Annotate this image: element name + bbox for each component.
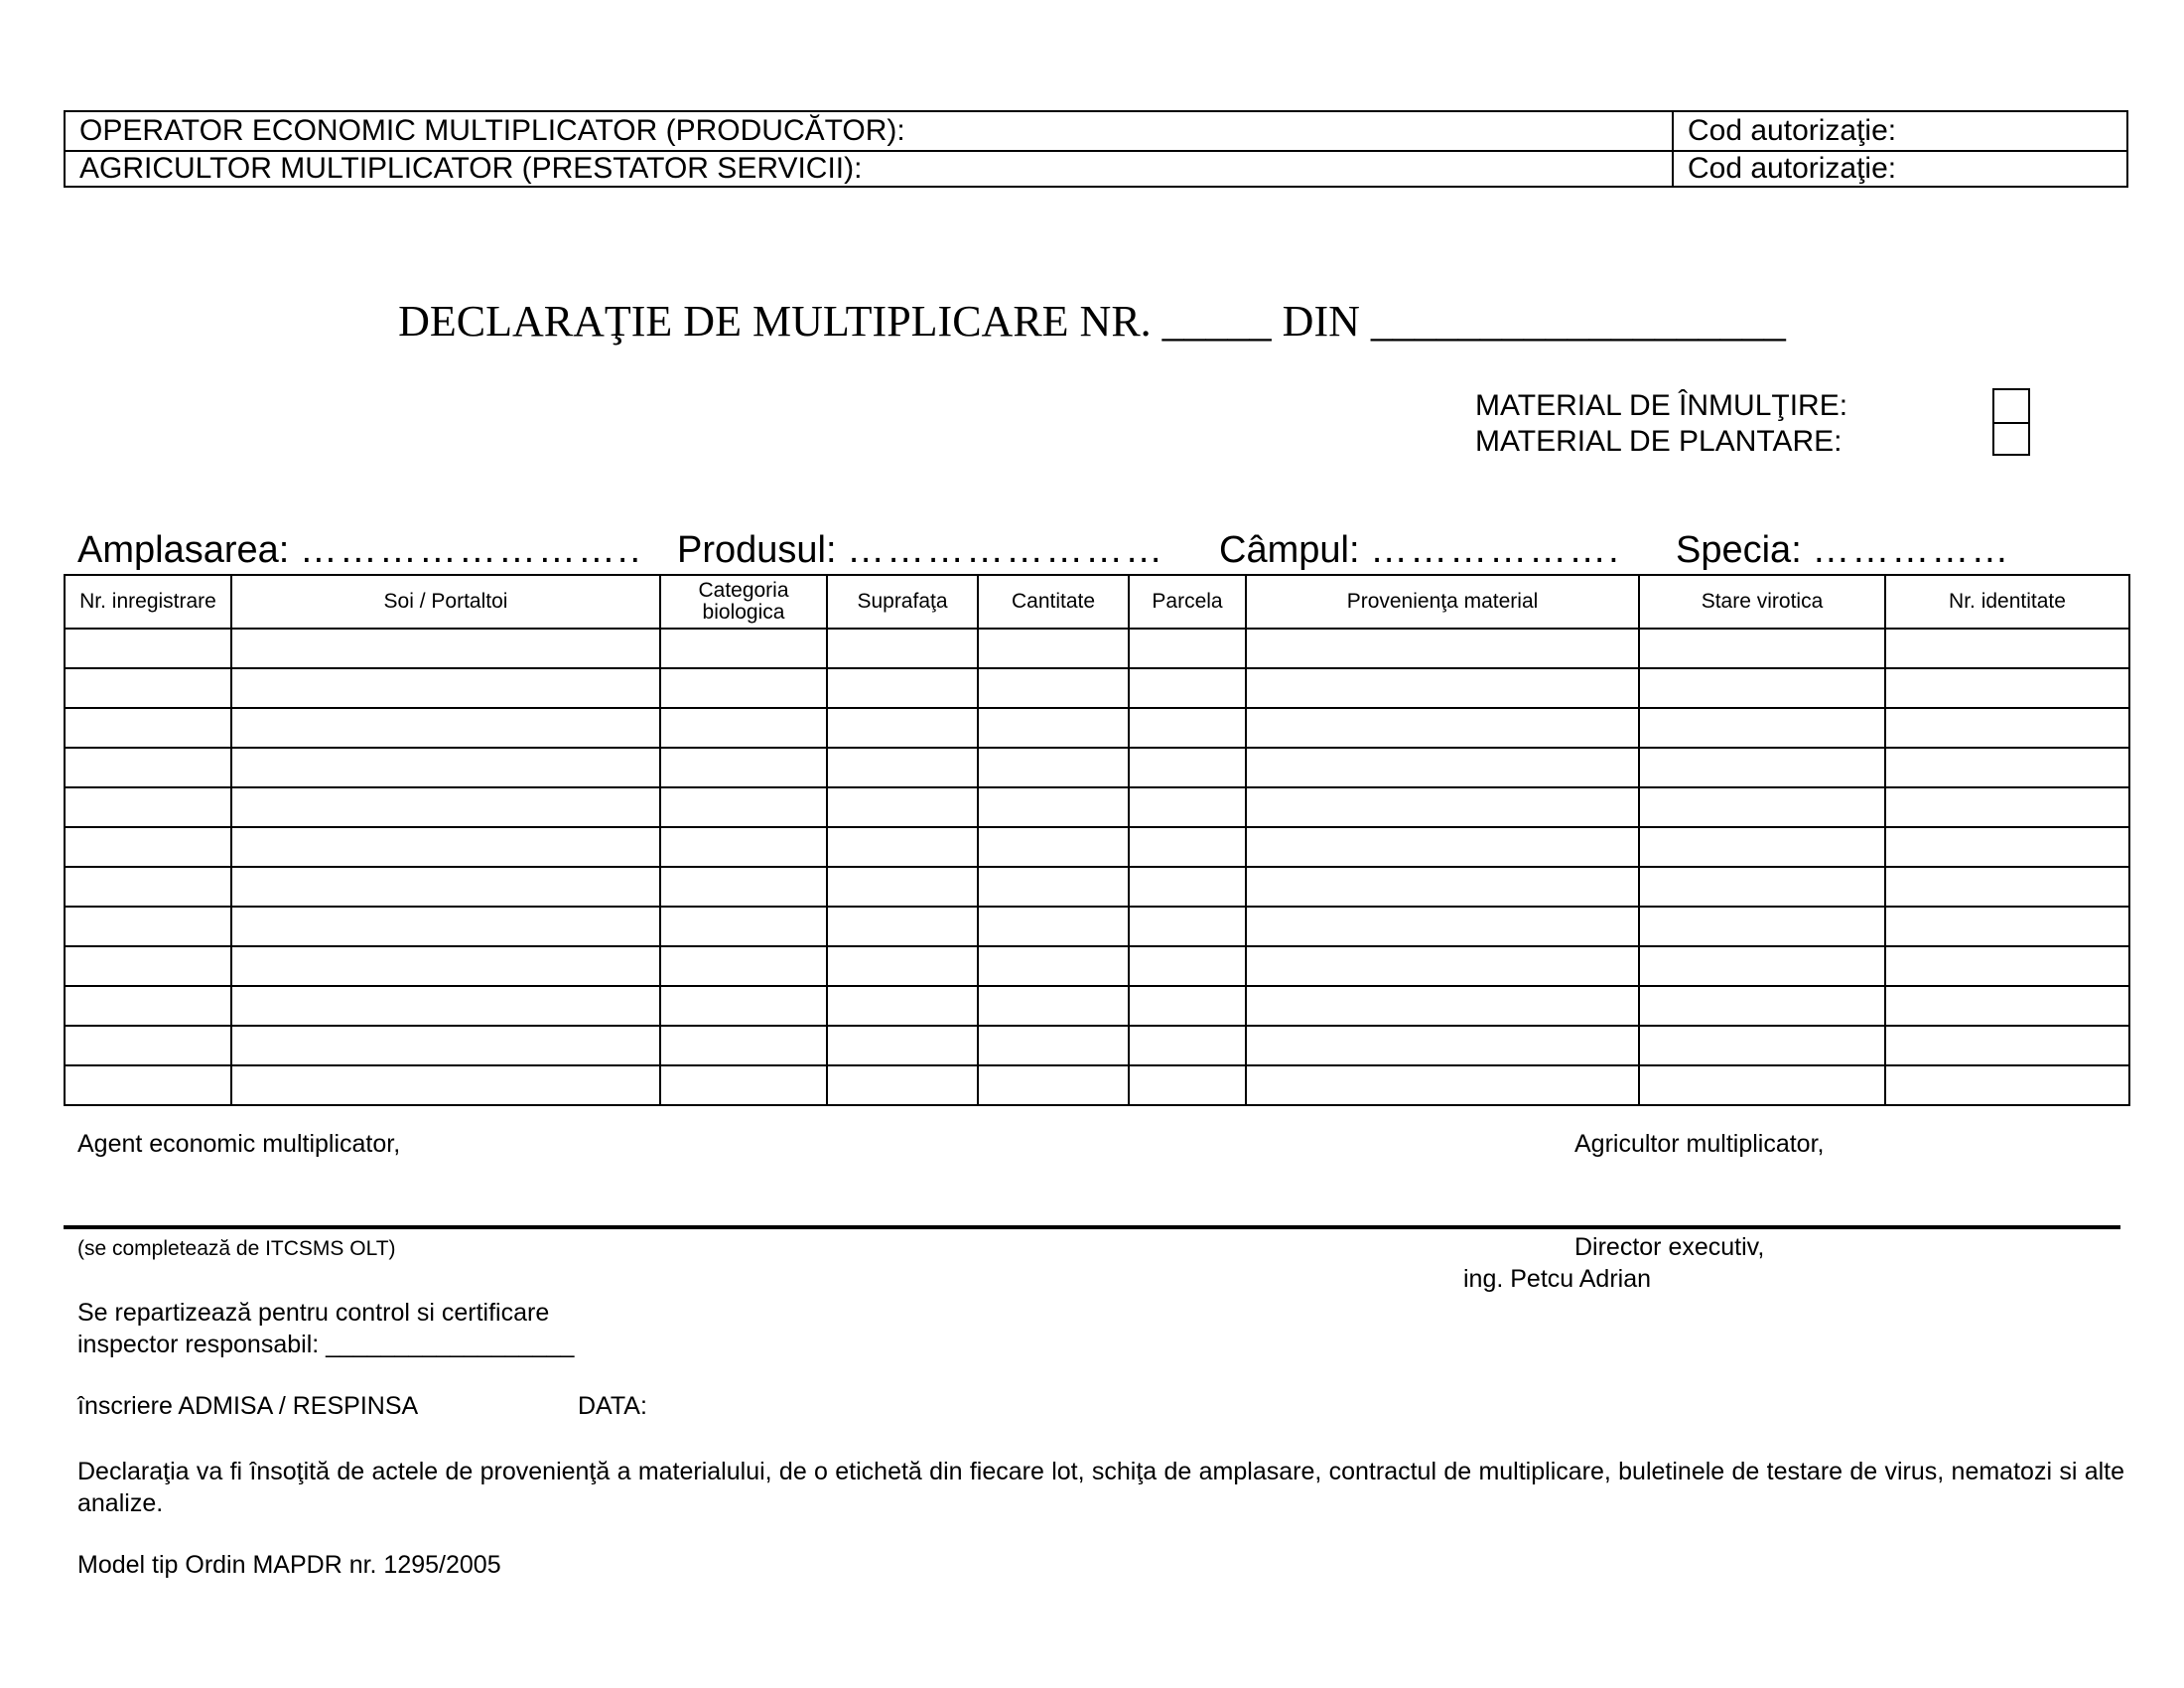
field-specia[interactable] <box>1676 528 2010 572</box>
campul-label: Câmpul: <box>1219 529 1360 571</box>
table-cell[interactable] <box>1885 708 2129 748</box>
header-table <box>64 110 2128 188</box>
material-plantare-label: MATERIAL DE PLANTARE: <box>1475 425 1843 458</box>
table-cell[interactable] <box>1885 986 2129 1026</box>
data-field[interactable]: DATA: <box>578 1392 647 1420</box>
separator-line <box>64 1225 2120 1229</box>
table-cell[interactable] <box>1246 708 1639 748</box>
table-cell[interactable] <box>1639 907 1885 946</box>
table-cell[interactable] <box>65 907 231 946</box>
table-cell[interactable] <box>660 907 827 946</box>
field-produsul[interactable] <box>677 528 1164 572</box>
table-cell[interactable] <box>231 907 660 946</box>
table-cell[interactable] <box>978 629 1129 668</box>
table-cell[interactable] <box>1885 867 2129 907</box>
table-cell[interactable] <box>1639 668 1885 708</box>
table-cell[interactable] <box>827 1026 978 1065</box>
director-executiv-label: Director executiv, <box>1574 1233 1765 1261</box>
table-cell[interactable] <box>1129 748 1246 787</box>
table-cell[interactable] <box>1246 1026 1639 1065</box>
table-cell[interactable] <box>1246 1065 1639 1105</box>
table-header-row <box>65 575 2129 629</box>
table-cell[interactable] <box>978 787 1129 827</box>
header-row-operator <box>66 112 2126 152</box>
table-row <box>65 708 2129 748</box>
table-cell[interactable] <box>65 708 231 748</box>
table-cell[interactable] <box>65 827 231 867</box>
col-nr-inregistrare: Nr. inregistrare <box>65 575 231 629</box>
amplasarea-dots: …………………….. <box>299 529 643 571</box>
table-cell[interactable] <box>1129 986 1246 1026</box>
campul-dots: ………………. <box>1370 529 1621 571</box>
col-parcela: Parcela <box>1129 575 1246 629</box>
table-cell[interactable] <box>978 867 1129 907</box>
table-cell[interactable] <box>827 986 978 1026</box>
table-cell[interactable] <box>1639 1026 1885 1065</box>
table-cell[interactable] <box>827 668 978 708</box>
table-cell[interactable] <box>660 668 827 708</box>
completeaza-note: (se completează de ITCSMS OLT) <box>77 1237 396 1260</box>
table-cell[interactable] <box>1885 629 2129 668</box>
material-inmultire-label: MATERIAL DE ÎNMULŢIRE: <box>1475 389 1848 422</box>
table-cell[interactable] <box>978 907 1129 946</box>
table-cell[interactable] <box>1885 1065 2129 1105</box>
table-cell[interactable] <box>827 787 978 827</box>
table-row <box>65 629 2129 668</box>
table-cell[interactable] <box>1246 787 1639 827</box>
table-cell[interactable] <box>1129 629 1246 668</box>
table-cell[interactable] <box>978 668 1129 708</box>
operator-cod-autorizatie[interactable]: Cod autorizaţie: <box>1688 114 1897 147</box>
amplasarea-label: Amplasarea: <box>77 529 290 571</box>
table-cell[interactable] <box>1246 748 1639 787</box>
table-cell[interactable] <box>827 1065 978 1105</box>
multiplicare-table <box>64 574 2130 1106</box>
table-cell[interactable] <box>231 787 660 827</box>
col-categoria-biologica: Categoria biologica <box>660 575 827 629</box>
table-cell[interactable] <box>231 748 660 787</box>
table-cell[interactable] <box>660 708 827 748</box>
table-cell[interactable] <box>1639 946 1885 986</box>
table-cell[interactable] <box>231 668 660 708</box>
table-row <box>65 986 2129 1026</box>
table-cell[interactable] <box>231 1065 660 1105</box>
table-cell[interactable] <box>231 867 660 907</box>
table-cell[interactable] <box>660 748 827 787</box>
table-cell[interactable] <box>1129 867 1246 907</box>
table-cell[interactable] <box>65 867 231 907</box>
table-cell[interactable] <box>231 1026 660 1065</box>
table-row <box>65 907 2129 946</box>
table-cell[interactable] <box>231 708 660 748</box>
table-cell[interactable] <box>1246 629 1639 668</box>
table-cell[interactable] <box>1885 946 2129 986</box>
table-cell[interactable] <box>978 708 1129 748</box>
table-cell[interactable] <box>978 986 1129 1026</box>
table-cell[interactable] <box>1639 748 1885 787</box>
table-cell[interactable] <box>65 787 231 827</box>
repartizeaza-text: Se repartizează pentru control si certificare <box>77 1299 550 1327</box>
table-cell[interactable] <box>1885 907 2129 946</box>
table-cell[interactable] <box>660 787 827 827</box>
table-cell[interactable] <box>1639 708 1885 748</box>
table-cell[interactable] <box>1639 867 1885 907</box>
table-cell[interactable] <box>978 1065 1129 1105</box>
col-suprafata: Suprafaţa <box>827 575 978 629</box>
table-row <box>65 1026 2129 1065</box>
table-cell[interactable] <box>1639 787 1885 827</box>
table-cell[interactable] <box>1639 629 1885 668</box>
table-cell[interactable] <box>827 748 978 787</box>
table-row <box>65 827 2129 867</box>
table-cell[interactable] <box>827 946 978 986</box>
table-cell[interactable] <box>1129 827 1246 867</box>
table-cell[interactable] <box>1246 827 1639 867</box>
table-cell[interactable] <box>978 827 1129 867</box>
table-cell[interactable] <box>660 827 827 867</box>
table-cell[interactable] <box>1246 946 1639 986</box>
table-cell[interactable] <box>231 946 660 986</box>
agent-economic-label: Agent economic multiplicator, <box>77 1130 401 1158</box>
table-cell[interactable] <box>827 907 978 946</box>
table-cell[interactable] <box>1885 748 2129 787</box>
table-cell[interactable] <box>65 1065 231 1105</box>
table-row <box>65 946 2129 986</box>
table-cell[interactable] <box>231 629 660 668</box>
table-cell[interactable] <box>978 1026 1129 1065</box>
table-row <box>65 1065 2129 1105</box>
table-cell[interactable] <box>660 986 827 1026</box>
table-cell[interactable] <box>1639 827 1885 867</box>
table-cell[interactable] <box>65 668 231 708</box>
operator-label: OPERATOR ECONOMIC MULTIPLICATOR (PRODUCĂTOR): <box>66 112 1674 150</box>
table-cell[interactable] <box>65 748 231 787</box>
table-cell[interactable] <box>660 1065 827 1105</box>
agricultor-cod-autorizatie[interactable]: Cod autorizaţie: <box>1688 152 1897 185</box>
table-cell[interactable] <box>1246 867 1639 907</box>
table-cell[interactable] <box>827 708 978 748</box>
table-cell[interactable] <box>1885 668 2129 708</box>
table-cell[interactable] <box>660 946 827 986</box>
table-cell[interactable] <box>65 629 231 668</box>
table-cell[interactable] <box>65 946 231 986</box>
table-cell[interactable] <box>1246 986 1639 1026</box>
table-cell[interactable] <box>1885 787 2129 827</box>
table-cell[interactable] <box>1129 1026 1246 1065</box>
table-row <box>65 668 2129 708</box>
table-cell[interactable] <box>1129 708 1246 748</box>
director-name: ing. Petcu Adrian <box>1463 1265 1652 1293</box>
table-cell[interactable] <box>660 1026 827 1065</box>
table-cell[interactable] <box>660 629 827 668</box>
table-cell[interactable] <box>231 986 660 1026</box>
field-campul[interactable] <box>1219 528 1621 572</box>
agricultor-multiplicator-label: Agricultor multiplicator, <box>1574 1130 1825 1158</box>
checkbox-divider <box>1994 422 2028 424</box>
table-cell[interactable] <box>827 629 978 668</box>
table-cell[interactable] <box>1885 1026 2129 1065</box>
table-cell[interactable] <box>231 827 660 867</box>
table-cell[interactable] <box>65 986 231 1026</box>
table-cell[interactable] <box>65 1026 231 1065</box>
table-cell[interactable] <box>1246 907 1639 946</box>
table-cell[interactable] <box>827 867 978 907</box>
table-cell[interactable] <box>1129 787 1246 827</box>
table-cell[interactable] <box>1129 668 1246 708</box>
specia-dots: …………… <box>1812 529 2011 571</box>
table-cell[interactable] <box>1639 986 1885 1026</box>
table-cell[interactable] <box>978 946 1129 986</box>
table-cell[interactable] <box>660 867 827 907</box>
table-row <box>65 867 2129 907</box>
attachments-note: Declaraţia va fi însoţită de actele de provenienţă a materialului, de o etichetă din fiecare lot, schiţa de amplasare, contractul de multiplicare, buletinele de testare de virus, nematozi si alte analize. <box>77 1458 2124 1517</box>
material-checkboxes[interactable] <box>1992 388 2030 456</box>
inspector-responsabil-field[interactable]: inspector responsabil: __________________ <box>77 1331 575 1358</box>
produsul-dots: …………………… <box>847 529 1165 571</box>
model-reference: Model tip Ordin MAPDR nr. 1295/2005 <box>77 1551 501 1579</box>
table-cell[interactable] <box>1129 907 1246 946</box>
field-amplasarea[interactable] <box>77 528 642 572</box>
col-nr-identitate: Nr. identitate <box>1885 575 2129 629</box>
col-cantitate: Cantitate <box>978 575 1129 629</box>
inscriere-status: înscriere ADMISA / RESPINSA <box>77 1392 419 1420</box>
produsul-label: Produsul: <box>677 529 837 571</box>
table-cell[interactable] <box>827 827 978 867</box>
table-cell[interactable] <box>1129 946 1246 986</box>
col-provenienta-material: Provenienţa material <box>1246 575 1639 629</box>
table-cell[interactable] <box>1885 827 2129 867</box>
table-cell[interactable] <box>1639 1065 1885 1105</box>
header-row-agricultor <box>66 150 2126 188</box>
col-soi-portaltoi: Soi / Portaltoi <box>231 575 660 629</box>
table-row <box>65 748 2129 787</box>
table-cell[interactable] <box>978 748 1129 787</box>
agricultor-label: AGRICULTOR MULTIPLICATOR (PRESTATOR SERVICII): <box>66 150 1674 188</box>
specia-label: Specia: <box>1676 529 1802 571</box>
table-row <box>65 787 2129 827</box>
table-cell[interactable] <box>1129 1065 1246 1105</box>
col-stare-virotica: Stare virotica <box>1639 575 1885 629</box>
table-body <box>65 629 2129 1105</box>
table-cell[interactable] <box>1246 668 1639 708</box>
document-title: DECLARAŢIE DE MULTIPLICARE NR. _____ DIN ___________________ <box>398 297 1786 346</box>
